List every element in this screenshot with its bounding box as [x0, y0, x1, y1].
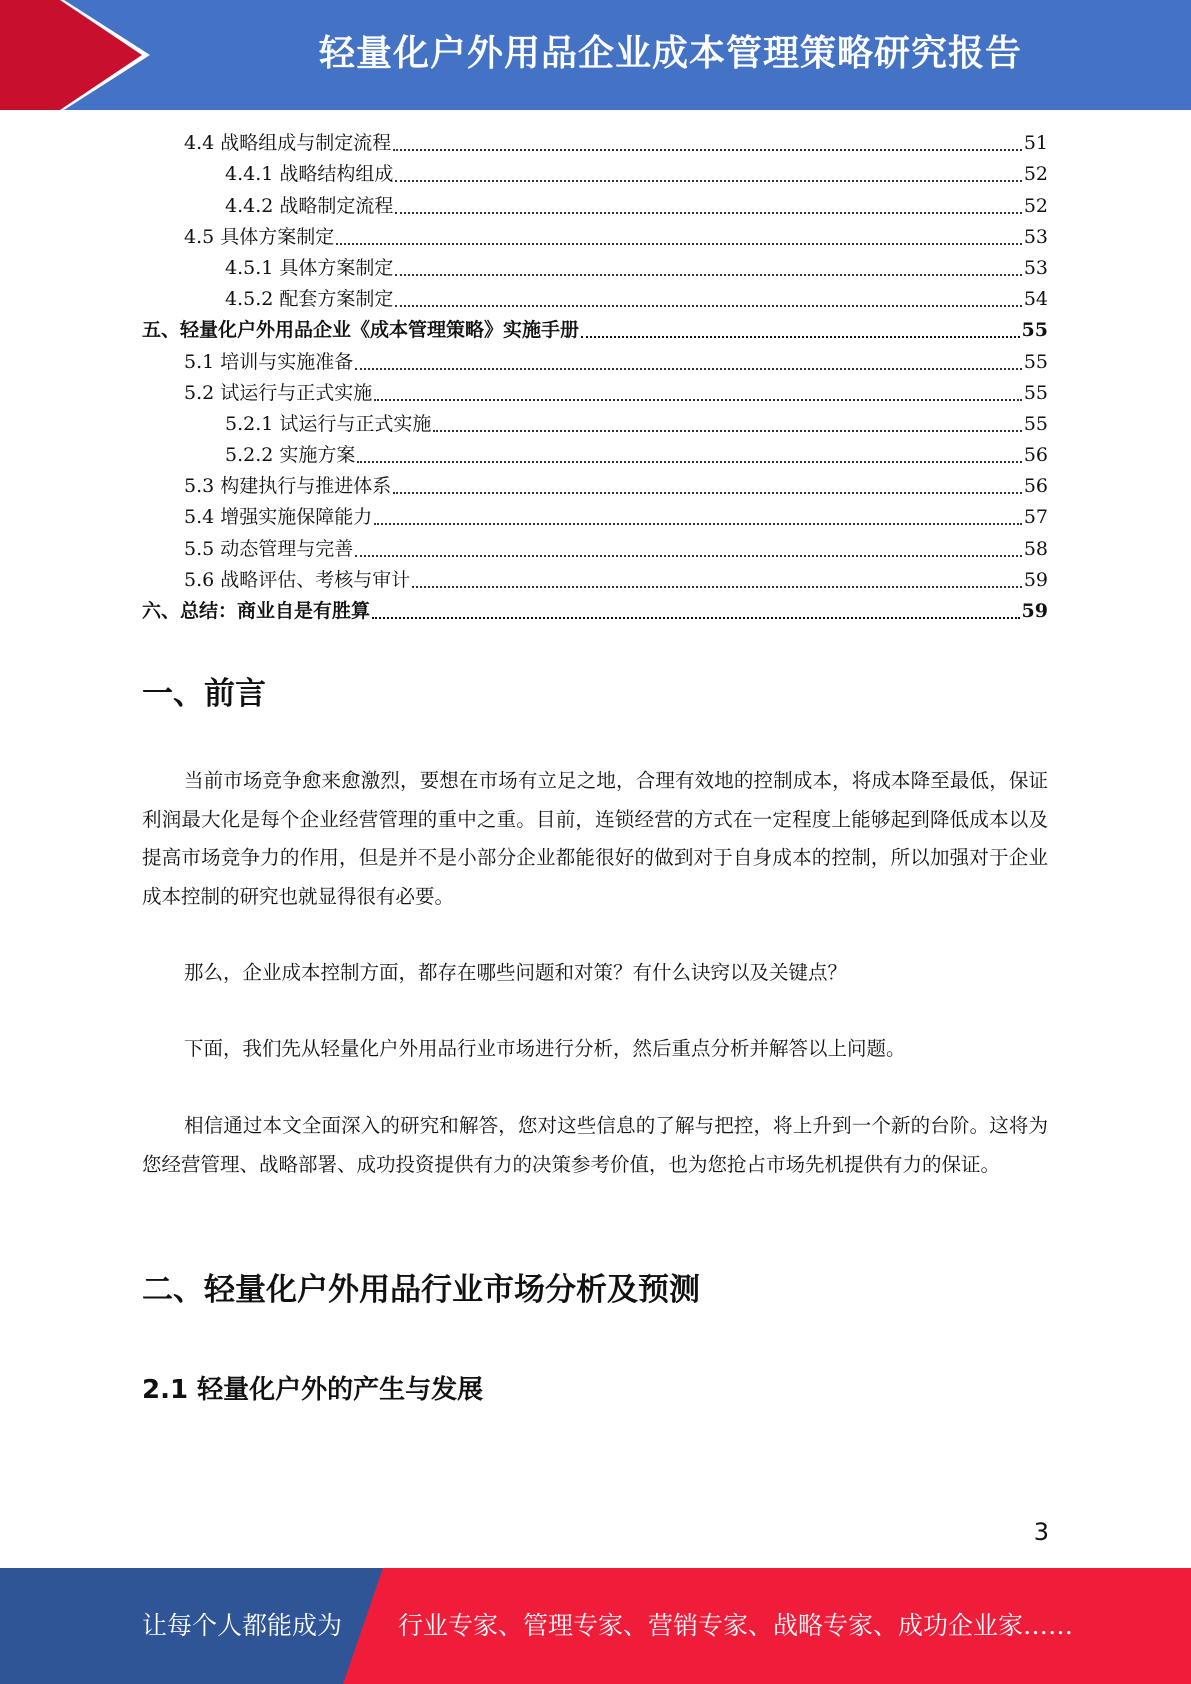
toc-dot-leader	[412, 586, 1022, 588]
toc-dot-leader	[581, 336, 1020, 338]
toc-entry-title: 5.2 试运行与正式实施	[184, 381, 373, 404]
toc-entry[interactable]	[142, 159, 1048, 190]
toc-entry[interactable]	[142, 253, 1048, 284]
toc-entry-page: 57	[1023, 506, 1048, 529]
paragraph: 那么，企业成本控制方面，都存在哪些问题和对策？有什么诀窍以及关键点？	[184, 961, 848, 984]
toc-dot-leader	[395, 274, 1021, 276]
paragraph: 当前市场竞争愈来愈激烈，要想在市场有立足之地，合理有效地的控制成本，将成本降至最低，保证利润最大化是每个企业经营管理的重中之重。目前，连锁经营的方式在一定程度上能够起到降低成本以及提高市场竞争力的作用，但是并不是小部分企业都能很好的做到对于自身成本的控制，所以加强对于企业成本控制的研究也就显得很有必要。	[142, 769, 1048, 908]
toc-dot-leader	[393, 492, 1022, 494]
paragraph: 下面，我们先从轻量化户外用品行业市场进行分析，然后重点分析并解答以上问题。	[184, 1037, 906, 1060]
toc-entry[interactable]	[142, 128, 1048, 159]
toc-entry-page: 56	[1023, 444, 1048, 467]
subsection-heading: 2.1 轻量化户外的产生与发展	[142, 1375, 484, 1405]
toc-dot-leader	[357, 461, 1021, 463]
toc-dot-leader	[395, 180, 1021, 182]
report-title: 轻量化户外用品企业成本管理策略研究报告	[318, 33, 1022, 74]
toc-dot-leader	[395, 305, 1021, 307]
toc-entry-page: 59	[1023, 568, 1048, 591]
toc-entry-page: 54	[1023, 288, 1048, 311]
toc-entry-title: 5.6 战略评估、考核与审计	[184, 568, 411, 591]
toc-entry[interactable]	[142, 440, 1048, 471]
section-heading-preface: 一、前言	[142, 676, 266, 712]
toc-entry-page: 59	[1021, 600, 1048, 622]
toc-dot-leader	[336, 243, 1022, 245]
toc-entry-title: 5.4 增强实施保障能力	[184, 506, 373, 529]
toc-dot-leader	[393, 149, 1022, 151]
toc-entry[interactable]	[142, 533, 1048, 564]
toc-entry-title: 4.4 战略组成与制定流程	[184, 132, 392, 155]
toc-dot-leader	[355, 555, 1022, 557]
toc-entry-title: 五、轻量化户外用品企业《成本管理策略》实施手册	[142, 319, 580, 342]
toc-entry-title: 5.3 构建执行与推进体系	[184, 475, 392, 498]
toc-dot-leader	[374, 399, 1022, 401]
toc-entry[interactable]	[142, 284, 1048, 315]
toc-entry-page: 53	[1023, 256, 1048, 279]
toc-entry[interactable]	[142, 409, 1048, 440]
page-number: 3	[1033, 1518, 1049, 1546]
toc-entry-page: 55	[1021, 319, 1048, 342]
footer-slogan-left: 让每个人都能成为	[142, 1611, 343, 1640]
footer-slogan-right: 行业专家、管理专家、营销专家、战略专家、成功企业家……	[398, 1611, 1074, 1640]
paragraph: 相信通过本文全面深入的研究和解答，您对这些信息的了解与把控，将上升到一个新的台阶。这将为您经营管理、战略部署、成功投资提供有力的决策参考价值，也为您抢占市场先机提供有力的保证。	[142, 1114, 1048, 1176]
toc-entry[interactable]	[142, 502, 1048, 533]
toc-entry-title: 5.1 培训与实施准备	[184, 350, 354, 373]
toc-entry-title: 5.2.1 试运行与正式实施	[225, 412, 432, 435]
toc-entry-page: 55	[1023, 350, 1048, 373]
toc-dot-leader	[433, 430, 1021, 432]
page-footer	[0, 1568, 1191, 1684]
toc-entry[interactable]	[142, 315, 1048, 346]
section-heading-market: 二、轻量化户外用品行业市场分析及预测	[142, 1272, 700, 1308]
toc-entry-page: 55	[1023, 381, 1048, 404]
toc-entry-title: 4.4.1 战略结构组成	[225, 163, 394, 186]
toc-entry-title: 4.5 具体方案制定	[184, 225, 335, 248]
toc-entry-title: 六、总结：商业自是有胜算	[142, 600, 371, 622]
toc-entry-page: 51	[1023, 132, 1048, 155]
toc-dot-leader	[372, 617, 1020, 619]
toc-dot-leader	[395, 212, 1021, 214]
toc-entry-page: 53	[1023, 225, 1048, 248]
toc-entry-page: 56	[1023, 475, 1048, 498]
toc-entry-title: 4.4.2 战略制定流程	[225, 194, 394, 217]
toc-entry-title: 5.5 动态管理与完善	[184, 537, 354, 560]
toc-entry-page: 58	[1023, 537, 1048, 560]
toc-entry[interactable]	[142, 565, 1048, 596]
toc-entry-title: 5.2.2 实施方案	[225, 444, 356, 467]
page-header	[0, 0, 1191, 110]
toc-entry-page: 52	[1023, 163, 1048, 186]
toc-entry[interactable]	[142, 222, 1048, 253]
toc-entry-title: 4.5.1 具体方案制定	[225, 256, 394, 279]
toc-entry[interactable]	[142, 190, 1048, 221]
toc-entry-page: 55	[1023, 412, 1048, 435]
toc-dot-leader	[374, 523, 1022, 525]
toc-entry[interactable]	[142, 596, 1048, 627]
toc-entry-page: 52	[1023, 194, 1048, 217]
toc-entry[interactable]	[142, 346, 1048, 377]
toc-entry-title: 4.5.2 配套方案制定	[225, 288, 394, 311]
toc-entry[interactable]	[142, 471, 1048, 502]
toc-entry[interactable]	[142, 378, 1048, 409]
toc-dot-leader	[355, 368, 1022, 370]
table-of-contents	[142, 128, 1048, 627]
